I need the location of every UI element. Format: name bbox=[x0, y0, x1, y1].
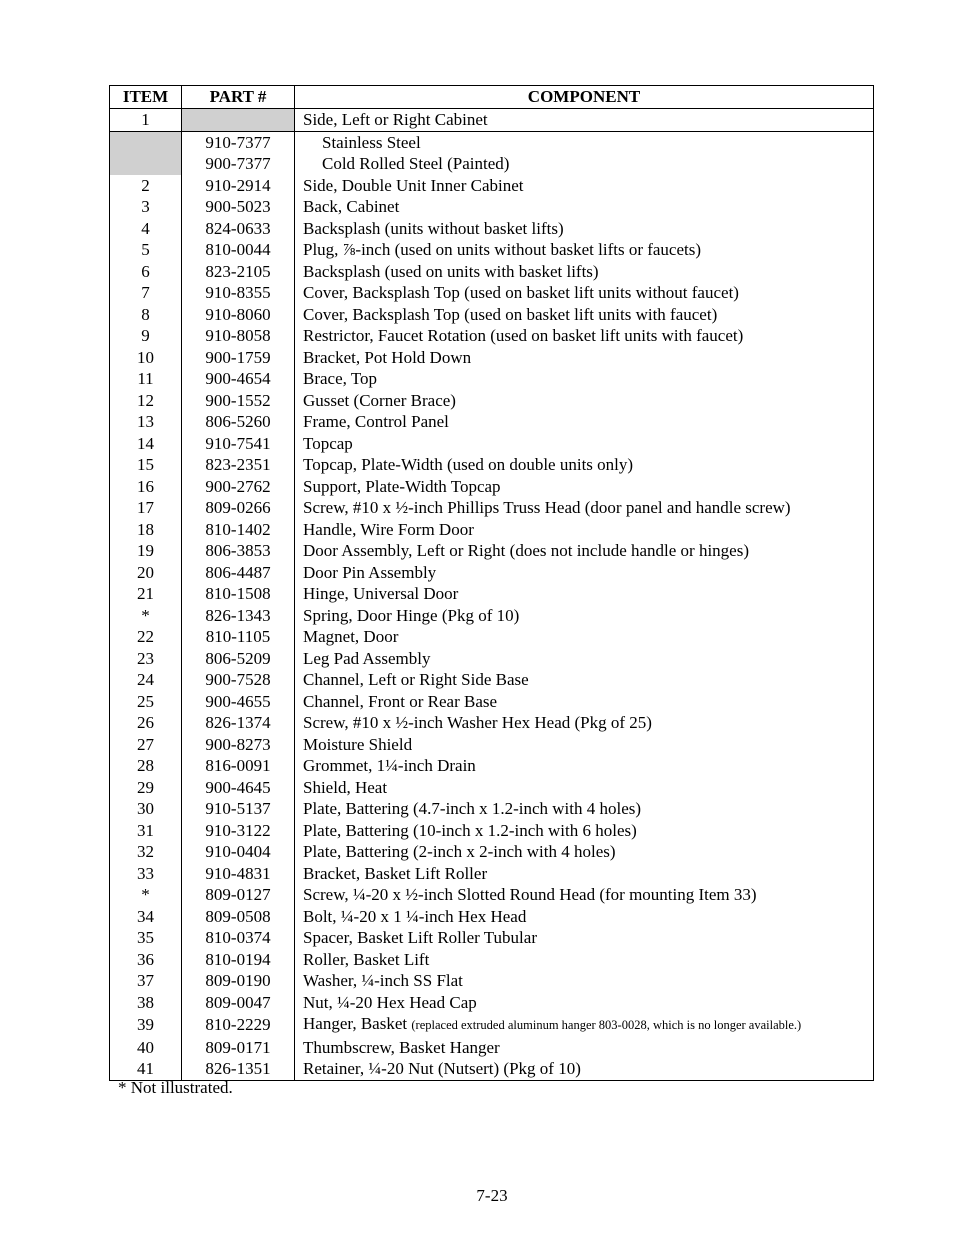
part-number-cell: 910-7377 bbox=[182, 131, 295, 153]
item-cell: 14 bbox=[110, 433, 182, 455]
table-row bbox=[110, 927, 874, 949]
part-number-cell: 900-2762 bbox=[182, 476, 295, 498]
item-cell: 30 bbox=[110, 798, 182, 820]
part-number-cell: 826-1351 bbox=[182, 1058, 295, 1080]
component-cell bbox=[295, 755, 874, 777]
component-cell bbox=[295, 175, 874, 197]
component-text: Nut, ¼-20 Hex Head Cap bbox=[303, 992, 477, 1012]
component-cell bbox=[295, 433, 874, 455]
component-cell bbox=[295, 390, 874, 412]
component-cell bbox=[295, 497, 874, 519]
component-cell bbox=[295, 970, 874, 992]
component-text: Door Assembly, Left or Right (does not include handle or hinges) bbox=[303, 541, 750, 560]
component-cell bbox=[295, 1058, 874, 1080]
component-text: Cover, Backsplash Top (used on basket lift units without faucet) bbox=[303, 283, 739, 302]
item-cell: 6 bbox=[110, 261, 182, 283]
table-row bbox=[110, 497, 874, 519]
table-row bbox=[110, 648, 874, 670]
component-cell bbox=[295, 820, 874, 842]
component-text: Channel, Left or Right Side Base bbox=[303, 670, 529, 689]
item-cell: 38 bbox=[110, 992, 182, 1014]
part-number-cell: 806-4487 bbox=[182, 562, 295, 584]
part-number-cell: 900-4645 bbox=[182, 777, 295, 799]
table-row bbox=[110, 109, 874, 132]
component-cell bbox=[295, 841, 874, 863]
part-number-cell: 910-4831 bbox=[182, 863, 295, 885]
component-text: Retainer, ¼-20 Nut (Nutsert) (Pkg of 10) bbox=[303, 1059, 581, 1078]
item-cell: 25 bbox=[110, 691, 182, 713]
component-text: Gusset (Corner Brace) bbox=[303, 390, 456, 410]
component-cell bbox=[295, 669, 874, 691]
item-cell: 5 bbox=[110, 239, 182, 261]
component-cell bbox=[295, 454, 874, 476]
part-number-cell: 910-2914 bbox=[182, 175, 295, 197]
part-number-cell: 809-0190 bbox=[182, 970, 295, 992]
component-text: Washer, ¼-inch SS Flat bbox=[303, 971, 463, 990]
part-number-cell: 910-7541 bbox=[182, 433, 295, 455]
component-text: Handle, Wire Form Door bbox=[303, 519, 474, 539]
part-number-cell: 826-1374 bbox=[182, 712, 295, 734]
component-text: Side, Double Unit Inner Cabinet bbox=[303, 175, 524, 195]
component-text: Hinge, Universal Door bbox=[303, 584, 459, 603]
component-text: Screw, #10 x ½-inch Phillips Truss Head (door panel and handle screw) bbox=[303, 498, 791, 517]
part-number-cell: 809-0047 bbox=[182, 992, 295, 1014]
item-cell: 23 bbox=[110, 648, 182, 670]
component-cell bbox=[295, 777, 874, 799]
item-cell: 26 bbox=[110, 712, 182, 734]
item-cell: 8 bbox=[110, 304, 182, 326]
component-cell bbox=[295, 562, 874, 584]
table-row bbox=[110, 626, 874, 648]
table-row bbox=[110, 863, 874, 885]
item-cell: * bbox=[110, 605, 182, 627]
part-number-cell: 910-5137 bbox=[182, 798, 295, 820]
item-cell: 19 bbox=[110, 540, 182, 562]
item-cell: 12 bbox=[110, 390, 182, 412]
part-number-cell: 900-1759 bbox=[182, 347, 295, 369]
table-row bbox=[110, 970, 874, 992]
component-text: Thumbscrew, Basket Hanger bbox=[303, 1037, 500, 1057]
part-number-cell: 810-0374 bbox=[182, 927, 295, 949]
table-row bbox=[110, 884, 874, 906]
component-text: Cover, Backsplash Top (used on basket lift units with faucet) bbox=[303, 304, 718, 324]
component-text: Hanger, Basket bbox=[303, 1014, 408, 1033]
component-cell bbox=[295, 1037, 874, 1059]
item-cell: 39 bbox=[110, 1013, 182, 1037]
table-row bbox=[110, 153, 874, 175]
component-cell bbox=[295, 476, 874, 498]
part-number-cell: 809-0171 bbox=[182, 1037, 295, 1059]
header-item: ITEM bbox=[110, 86, 182, 109]
table-row bbox=[110, 368, 874, 390]
component-cell bbox=[295, 261, 874, 283]
item-cell: 13 bbox=[110, 411, 182, 433]
part-number-cell: 806-5260 bbox=[182, 411, 295, 433]
part-number-cell: 823-2351 bbox=[182, 454, 295, 476]
component-cell bbox=[295, 691, 874, 713]
component-text: Channel, Front or Rear Base bbox=[303, 691, 498, 711]
page-number: 7-23 bbox=[476, 1186, 508, 1205]
item-cell: 27 bbox=[110, 734, 182, 756]
part-number-cell: 809-0508 bbox=[182, 906, 295, 928]
table-row bbox=[110, 261, 874, 283]
table-row bbox=[110, 347, 874, 369]
parts-table bbox=[109, 85, 874, 1081]
part-number-cell: 806-5209 bbox=[182, 648, 295, 670]
component-text: Roller, Basket Lift bbox=[303, 949, 430, 969]
item-cell bbox=[110, 153, 182, 175]
component-text: Plate, Battering (4.7-inch x 1.2-inch with 4 holes) bbox=[303, 799, 642, 818]
component-text: Brace, Top bbox=[303, 369, 378, 388]
table-row bbox=[110, 131, 874, 153]
component-text: Backsplash (used on units with basket lifts) bbox=[303, 261, 599, 281]
header-component: COMPONENT bbox=[295, 86, 874, 109]
part-number-cell: 910-8058 bbox=[182, 325, 295, 347]
part-number-cell: 809-0127 bbox=[182, 884, 295, 906]
item-cell: 10 bbox=[110, 347, 182, 369]
component-text: Bracket, Basket Lift Roller bbox=[303, 863, 488, 883]
item-cell: 9 bbox=[110, 325, 182, 347]
item-cell: 4 bbox=[110, 218, 182, 240]
item-cell: 18 bbox=[110, 519, 182, 541]
component-text: Spring, Door Hinge (Pkg of 10) bbox=[303, 605, 520, 625]
table-row bbox=[110, 390, 874, 412]
component-cell bbox=[295, 218, 874, 240]
item-cell: 15 bbox=[110, 454, 182, 476]
component-cell bbox=[295, 196, 874, 218]
item-cell: 2 bbox=[110, 175, 182, 197]
component-cell bbox=[295, 1013, 874, 1037]
table-row bbox=[110, 218, 874, 240]
table-row bbox=[110, 712, 874, 734]
table-row bbox=[110, 282, 874, 304]
part-number-cell: 910-3122 bbox=[182, 820, 295, 842]
component-text: Support, Plate-Width Topcap bbox=[303, 476, 501, 496]
component-cell bbox=[295, 949, 874, 971]
item-cell: 41 bbox=[110, 1058, 182, 1080]
item-cell: 32 bbox=[110, 841, 182, 863]
component-cell bbox=[295, 131, 874, 153]
table-row bbox=[110, 1058, 874, 1080]
component-text: Bracket, Pot Hold Down bbox=[303, 347, 472, 367]
component-cell bbox=[295, 992, 874, 1014]
part-number-cell: 910-8060 bbox=[182, 304, 295, 326]
component-text: Magnet, Door bbox=[303, 627, 399, 646]
component-cell bbox=[295, 605, 874, 627]
table-row bbox=[110, 433, 874, 455]
part-number-cell: 900-7528 bbox=[182, 669, 295, 691]
table-row bbox=[110, 540, 874, 562]
component-text: Grommet, 1¼-inch Drain bbox=[303, 756, 476, 775]
item-cell: 7 bbox=[110, 282, 182, 304]
component-text: Side, Left or Right Cabinet bbox=[303, 110, 488, 129]
item-cell: 11 bbox=[110, 368, 182, 390]
part-number-cell: 823-2105 bbox=[182, 261, 295, 283]
component-text: Plug, ⅞-inch (used on units without basket lifts or faucets) bbox=[303, 240, 702, 259]
component-cell bbox=[295, 239, 874, 261]
table-row bbox=[110, 906, 874, 928]
table-row bbox=[110, 1037, 874, 1059]
component-cell bbox=[295, 411, 874, 433]
item-cell: 35 bbox=[110, 927, 182, 949]
component-text: Shield, Heat bbox=[303, 777, 388, 797]
item-cell: 34 bbox=[110, 906, 182, 928]
component-cell bbox=[295, 906, 874, 928]
item-cell: 3 bbox=[110, 196, 182, 218]
part-number-cell: 900-5023 bbox=[182, 196, 295, 218]
component-text: Leg Pad Assembly bbox=[303, 648, 431, 668]
table-row bbox=[110, 519, 874, 541]
component-text: Restrictor, Faucet Rotation (used on basket lift units with faucet) bbox=[303, 326, 744, 345]
component-cell bbox=[295, 626, 874, 648]
component-text: Frame, Control Panel bbox=[303, 412, 449, 431]
part-number-cell: 826-1343 bbox=[182, 605, 295, 627]
table-row bbox=[110, 605, 874, 627]
item-cell: 22 bbox=[110, 626, 182, 648]
component-cell bbox=[295, 519, 874, 541]
table-row bbox=[110, 454, 874, 476]
item-cell: 16 bbox=[110, 476, 182, 498]
item-cell bbox=[110, 131, 182, 153]
component-cell bbox=[295, 347, 874, 369]
component-text: Screw, #10 x ½-inch Washer Hex Head (Pkg of 25) bbox=[303, 713, 652, 732]
table-row bbox=[110, 325, 874, 347]
part-number-cell: 809-0266 bbox=[182, 497, 295, 519]
item-cell: 40 bbox=[110, 1037, 182, 1059]
table-row bbox=[110, 583, 874, 605]
item-cell: 17 bbox=[110, 497, 182, 519]
component-cell bbox=[295, 734, 874, 756]
part-number-cell: 816-0091 bbox=[182, 755, 295, 777]
part-number-cell: 810-2229 bbox=[182, 1013, 295, 1037]
table-row bbox=[110, 734, 874, 756]
item-cell: 1 bbox=[110, 109, 182, 132]
component-cell bbox=[295, 282, 874, 304]
component-text: Bolt, ¼-20 x 1 ¼-inch Hex Head bbox=[303, 906, 527, 926]
component-text: Plate, Battering (2-inch x 2-inch with 4 holes) bbox=[303, 842, 616, 861]
table-header-row bbox=[110, 86, 874, 109]
table-row bbox=[110, 949, 874, 971]
item-cell: 29 bbox=[110, 777, 182, 799]
part-number-cell: 806-3853 bbox=[182, 540, 295, 562]
component-text: Screw, ¼-20 x ½-inch Slotted Round Head (for mounting Item 33) bbox=[303, 885, 757, 904]
part-number-cell: 810-1508 bbox=[182, 583, 295, 605]
footnote: * Not illustrated. bbox=[118, 1078, 233, 1097]
component-cell bbox=[295, 863, 874, 885]
table-row bbox=[110, 669, 874, 691]
component-cell bbox=[295, 368, 874, 390]
table-row bbox=[110, 175, 874, 197]
table-row bbox=[110, 841, 874, 863]
component-text: Topcap, Plate-Width (used on double units only) bbox=[303, 455, 634, 474]
component-cell bbox=[295, 927, 874, 949]
component-text: Back, Cabinet bbox=[303, 197, 400, 216]
part-number-cell: 810-1402 bbox=[182, 519, 295, 541]
table-row bbox=[110, 691, 874, 713]
table-row bbox=[110, 562, 874, 584]
part-number-cell: 824-0633 bbox=[182, 218, 295, 240]
component-text: Moisture Shield bbox=[303, 734, 413, 754]
item-cell: 36 bbox=[110, 949, 182, 971]
component-cell bbox=[295, 540, 874, 562]
item-cell: 24 bbox=[110, 669, 182, 691]
component-cell bbox=[295, 304, 874, 326]
component-cell bbox=[295, 583, 874, 605]
table-row bbox=[110, 239, 874, 261]
table-row bbox=[110, 820, 874, 842]
component-text: Plate, Battering (10-inch x 1.2-inch with 6 holes) bbox=[303, 820, 637, 840]
component-cell bbox=[295, 109, 874, 132]
table-row bbox=[110, 1013, 874, 1037]
component-cell bbox=[295, 648, 874, 670]
table-row bbox=[110, 411, 874, 433]
table-body bbox=[110, 109, 874, 1081]
part-number-cell: 900-7377 bbox=[182, 153, 295, 175]
table-row bbox=[110, 992, 874, 1014]
component-cell bbox=[295, 153, 874, 175]
component-cell bbox=[295, 884, 874, 906]
component-cell bbox=[295, 325, 874, 347]
part-number-cell: 900-4655 bbox=[182, 691, 295, 713]
item-cell: 20 bbox=[110, 562, 182, 584]
table-row bbox=[110, 196, 874, 218]
part-number-cell: 900-1552 bbox=[182, 390, 295, 412]
item-cell: * bbox=[110, 884, 182, 906]
part-number-cell: 810-0194 bbox=[182, 949, 295, 971]
part-number-cell: 910-8355 bbox=[182, 282, 295, 304]
part-number-cell: 910-0404 bbox=[182, 841, 295, 863]
header-part: PART # bbox=[182, 86, 295, 109]
table-row bbox=[110, 777, 874, 799]
component-text: Spacer, Basket Lift Roller Tubular bbox=[303, 928, 537, 947]
item-cell: 33 bbox=[110, 863, 182, 885]
item-cell: 28 bbox=[110, 755, 182, 777]
table-row bbox=[110, 798, 874, 820]
component-text: Topcap bbox=[303, 433, 353, 453]
item-cell: 21 bbox=[110, 583, 182, 605]
part-number-cell: 810-1105 bbox=[182, 626, 295, 648]
component-text: Stainless Steel bbox=[322, 132, 421, 152]
part-number-cell bbox=[182, 109, 295, 132]
item-cell: 31 bbox=[110, 820, 182, 842]
component-note: (replaced extruded aluminum hanger 803-0028, which is no longer available.) bbox=[411, 1018, 802, 1032]
component-text: Backsplash (units without basket lifts) bbox=[303, 218, 564, 238]
component-text: Door Pin Assembly bbox=[303, 562, 437, 582]
table-row bbox=[110, 304, 874, 326]
table-row bbox=[110, 755, 874, 777]
table-row bbox=[110, 476, 874, 498]
part-number-cell: 810-0044 bbox=[182, 239, 295, 261]
component-cell bbox=[295, 712, 874, 734]
component-text: Cold Rolled Steel (Painted) bbox=[322, 154, 510, 173]
component-cell bbox=[295, 798, 874, 820]
part-number-cell: 900-8273 bbox=[182, 734, 295, 756]
part-number-cell: 900-4654 bbox=[182, 368, 295, 390]
item-cell: 37 bbox=[110, 970, 182, 992]
